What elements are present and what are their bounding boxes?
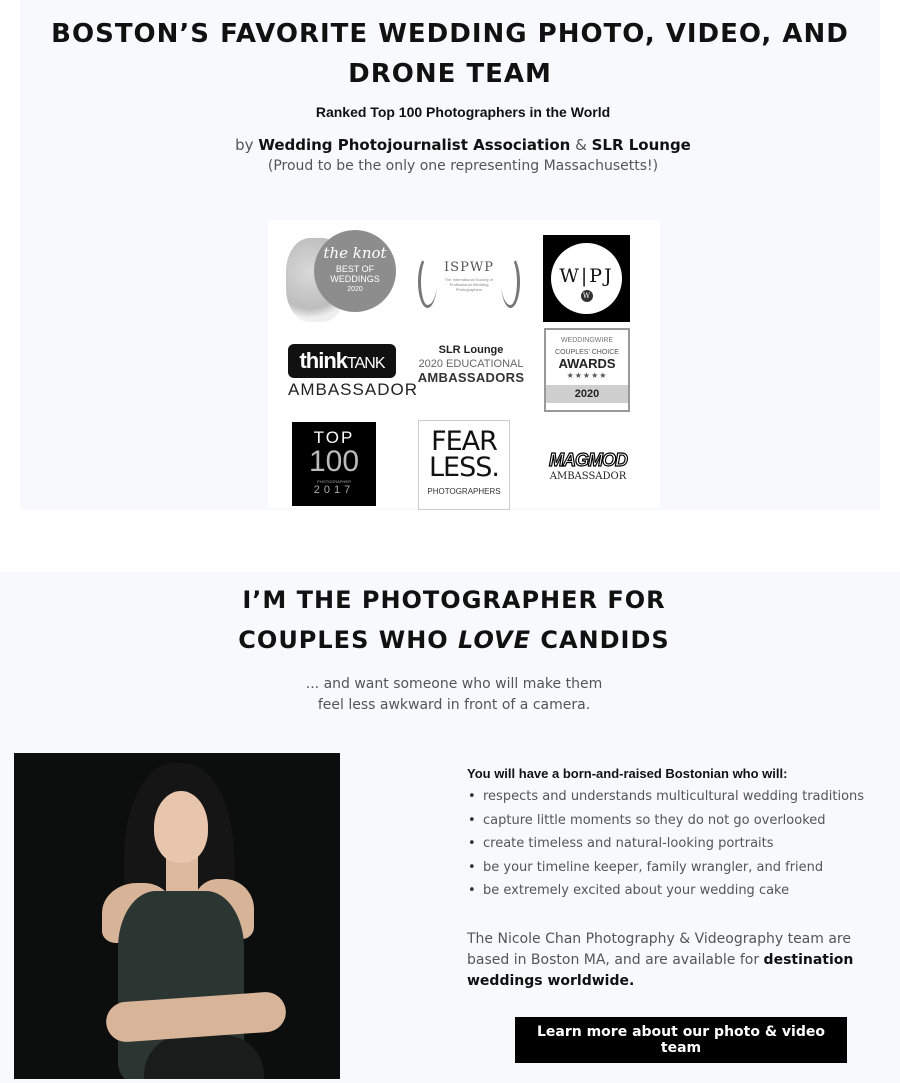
think-word: think [299, 348, 348, 373]
byline [0, 136, 900, 154]
portrait-legs [144, 1035, 264, 1079]
portrait-face [154, 791, 208, 863]
section-title-line2-pre: COUPLES WHO [238, 626, 459, 654]
proud-note: (Proud to be the only one representing Massachusetts!) [267, 158, 659, 174]
section-title-love: LOVE [458, 626, 531, 654]
knot-logo-text: the knot [323, 244, 387, 262]
knot-year: 2020 [347, 286, 363, 293]
laurel-left-icon [418, 256, 437, 308]
destination-weddings: destination weddings worldwide. [467, 952, 854, 989]
fearless-photographers: PHOTOGRAPHERS [427, 487, 501, 496]
wpj-seal [551, 243, 622, 314]
top100-number: 100 [308, 445, 360, 478]
laurel-right-icon [501, 256, 520, 308]
ww-couples-choice: COUPLES' CHOICE [555, 349, 619, 356]
photographer-portrait [14, 753, 340, 1079]
weddingwire-badge [544, 328, 630, 412]
top100-photographer: PHOTOGRAPHER [317, 479, 351, 484]
wpj-mark: W|PJ [559, 265, 614, 287]
top100-year: 2017 [313, 484, 355, 496]
fearless-badge [418, 420, 510, 510]
think-tank-badge [288, 344, 418, 402]
wpj-dot: W [581, 290, 593, 302]
byline-amp: & [570, 136, 592, 154]
will-heading: You will have a born-and-raised Bostonian who will: [467, 766, 788, 781]
award-badges-grid [268, 220, 660, 508]
byline-prefix: by [235, 136, 259, 154]
based-text: The Nicole Chan Photography & Videography team are based in Boston MA, and are available for [467, 931, 851, 968]
slr-logo: SLR Lounge [438, 344, 504, 356]
ww-awards: AWARDS [558, 356, 616, 371]
will-list-block [467, 766, 897, 903]
tank-word: TANK [347, 355, 385, 372]
ww-year: 2020 [546, 385, 628, 403]
learn-more-button[interactable]: Learn more about our photo & video team [515, 1017, 847, 1063]
byline-org-wpja: Wedding Photojournalist Association [258, 136, 571, 154]
slr-year-line: 2020 EDUCATIONAL [418, 358, 524, 370]
section-title-line1: I’M THE PHOTOGRAPHER FOR [242, 586, 666, 614]
think-tank-logo [288, 344, 396, 378]
ispwp-badge [414, 252, 524, 310]
think-tank-ambassador: AMBASSADOR [288, 380, 418, 399]
list-item: • capture little moments so they do not go overlooked [467, 809, 897, 833]
byline-org-slr: SLR Lounge [591, 136, 691, 154]
section-title [0, 580, 900, 660]
will-list [467, 785, 897, 903]
wpj-badge [543, 235, 630, 322]
section-title-line2-post: CANDIDS [531, 626, 670, 654]
slr-ambassadors: AMBASSADORS [417, 370, 525, 385]
section-subtitle [0, 674, 900, 716]
magmod-badge [536, 450, 640, 486]
slr-lounge-badge [416, 344, 526, 392]
subtitle-line2: feel less awkward in front of a camera. [317, 697, 591, 713]
list-item: • be your timeline keeper, family wrangler, and friend [467, 856, 897, 880]
knot-best-of: BEST OF WEDDINGS [330, 264, 380, 284]
the-knot-badge [314, 230, 396, 312]
ispwp-sub: The International Society of Professional Wedding Photographers [444, 277, 494, 292]
top100-badge [292, 422, 376, 506]
fearless-logo: FEAR LESS. [429, 426, 499, 483]
list-item: • respects and understands multicultural wedding traditions [467, 785, 897, 809]
ranked-text: Ranked Top 100 Photographers in the World [315, 104, 611, 120]
subtitle-line1: ... and want someone who will make them [305, 676, 603, 692]
ww-stars-icon: ★★★★★ [566, 371, 608, 380]
ispwp-name: ISPWP [444, 260, 494, 275]
based-in-boston-text [467, 929, 897, 992]
list-item: • be extremely excited about your wedding cake [467, 879, 897, 903]
top100-top: TOP [313, 428, 355, 447]
magmod-ambassador: AMBASSADOR [549, 471, 627, 482]
ww-logo: WEDDINGWIRE [560, 337, 614, 344]
list-item: • create timeless and natural-looking portraits [467, 832, 897, 856]
magmod-logo: MAGMOD [549, 450, 627, 470]
hero-title: BOSTON’S FAVORITE WEDDING PHOTO, VIDEO, AND DRONE TEAM [51, 19, 849, 89]
